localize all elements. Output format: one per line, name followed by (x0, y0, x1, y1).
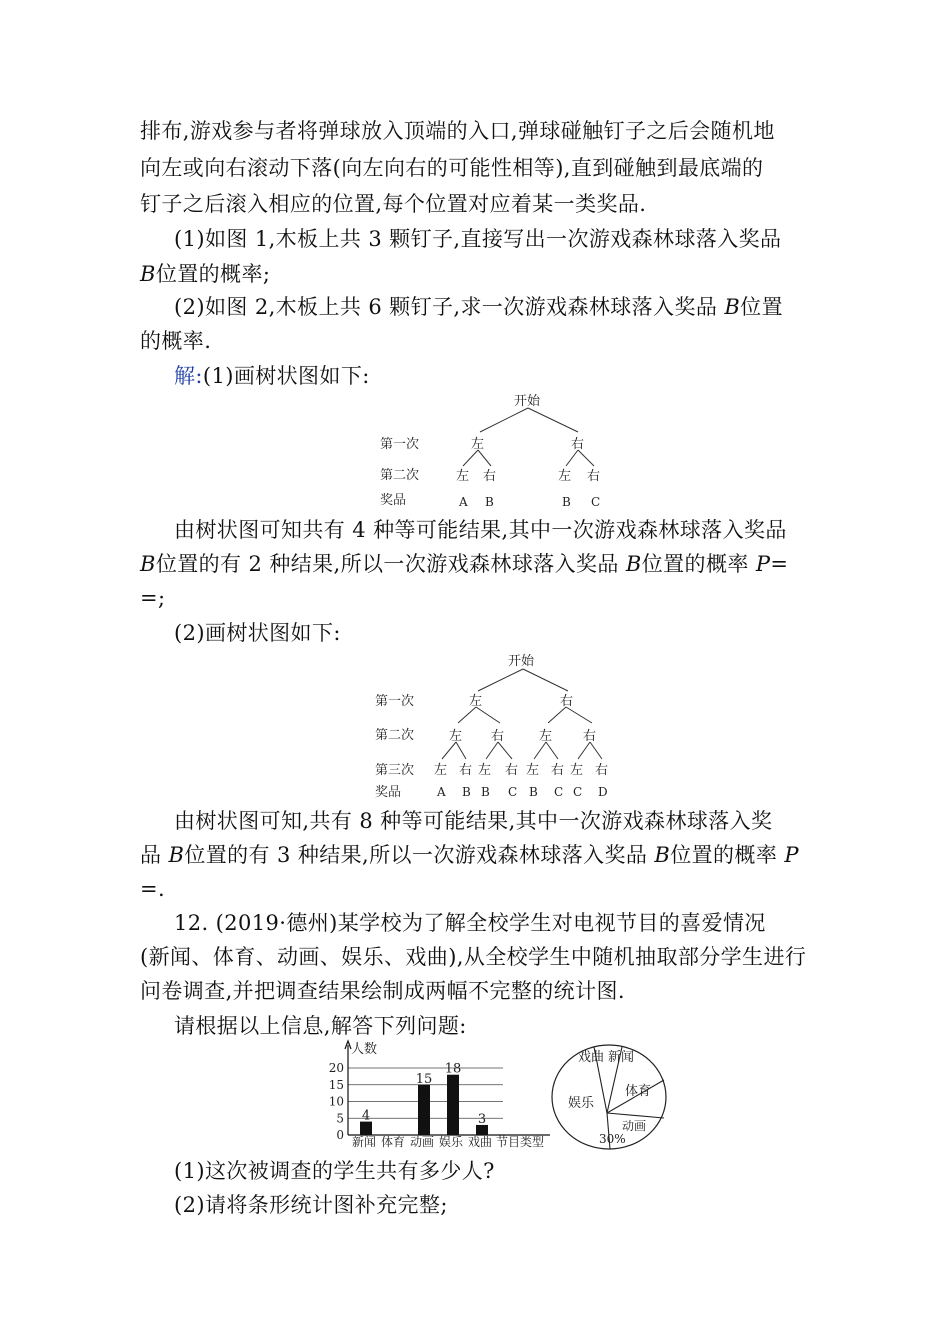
row-label: 奖品 (375, 785, 402, 800)
text-line (140, 840, 799, 870)
tree-node: 右 (491, 729, 505, 744)
row-label: 第二次 (380, 468, 420, 483)
tree-node: 左 (558, 469, 572, 484)
text-line: (新闻、体育、动画、娱乐、戏曲),从全校学生中随机抽取部分学生进行 (140, 945, 807, 969)
y-tick-label: 5 (336, 1111, 344, 1126)
sub-question-2: (2)请将条形统计图补充完整; (174, 1193, 448, 1217)
var-b: B (168, 843, 185, 867)
row-label: 第三次 (375, 763, 415, 778)
tree-diagram-1 (370, 388, 630, 512)
text-line: 问卷调查,并把调查结果绘制成两幅不完整的统计图. (140, 979, 625, 1003)
row-label: 奖品 (380, 493, 407, 508)
tree-node: 右 (551, 763, 565, 778)
pie-label: 动画 (622, 1119, 647, 1133)
row-label: 第一次 (380, 437, 420, 452)
tree-root: 开始 (508, 654, 535, 669)
text-line: =; (140, 586, 166, 610)
bar (447, 1075, 459, 1135)
y-tick-label: 10 (328, 1094, 344, 1109)
var-p: P (755, 552, 771, 576)
prize-label: A (459, 495, 468, 509)
text-line: =. (140, 877, 166, 901)
text-line (140, 259, 270, 289)
solution-heading (174, 361, 370, 391)
tree-root: 开始 (514, 394, 541, 409)
text-line: 排布,游戏参与者将弹球放入顶端的入口,弹球碰触钉子之后会随机地 (140, 119, 775, 143)
tree-node: 右 (459, 763, 473, 778)
text-line: 钉子之后滚入相应的位置,每个位置对应着某一类奖品. (140, 192, 647, 216)
tree-node: 左 (469, 694, 483, 709)
pie-label: 新闻 (608, 1050, 635, 1065)
tree-node: 右 (571, 437, 585, 452)
text-span: 位置 (740, 295, 783, 319)
prize-label: A (437, 785, 446, 799)
prize-label: C (554, 785, 564, 799)
var-b: B (654, 843, 671, 867)
prize-label: B (462, 785, 471, 799)
tree-diagram-2 (370, 649, 640, 801)
pie-annotation: 30% (599, 1132, 626, 1146)
tree-node: 右 (595, 763, 609, 778)
text-span: 位置的概率 (670, 843, 785, 867)
prize-label: B (485, 495, 494, 509)
text-line: 的概率. (140, 329, 212, 353)
tree-node: 左 (539, 729, 553, 744)
tree-node: 右 (560, 694, 574, 709)
prize-label: B (481, 785, 490, 799)
y-tick-label: 15 (328, 1077, 344, 1092)
bar (360, 1122, 372, 1135)
text-span: (2)如图 2,木板上共 6 颗钉子,求一次游戏森林球落入奖品 (174, 295, 725, 319)
row-label: 第二次 (375, 728, 415, 743)
sub-question-1: (1)这次被调查的学生共有多少人? (174, 1159, 495, 1183)
var-b: B (140, 552, 156, 576)
tree-node: 左 (456, 469, 470, 484)
prize-label: B (562, 495, 571, 509)
tree-node: 左 (471, 437, 485, 452)
tree-node: 左 (570, 763, 584, 778)
bar-value-label: 3 (477, 1111, 487, 1127)
x-tick-label: 戏曲 (468, 1135, 493, 1149)
x-tick-label: 体育 (381, 1135, 406, 1149)
var-b: B (625, 552, 642, 576)
pie-chart (548, 1040, 672, 1154)
x-tick-label: 新闻 (352, 1135, 377, 1149)
x-tick-label: 娱乐 (439, 1135, 464, 1149)
var-b: B (140, 262, 156, 286)
y-tick-label: 20 (328, 1061, 344, 1075)
y-tick-label: 0 (336, 1128, 344, 1142)
text-line: 由树状图可知,共有 8 种等可能结果,其中一次游戏森林球落入奖 (174, 809, 773, 833)
text-span: 位置的有 3 种结果,所以一次游戏森林球落入奖品 (184, 843, 655, 867)
tree-node: 左 (449, 729, 463, 744)
tree-node: 左 (526, 763, 540, 778)
text-span: 品 (140, 843, 169, 867)
text-span: 位置的概率 (641, 552, 756, 576)
text-line: 请根据以上信息,解答下列问题: (174, 1014, 467, 1038)
text-line: 由树状图可知共有 4 种等可能结果,其中一次游戏森林球落入奖品 (174, 518, 787, 542)
prize-label: D (598, 785, 608, 799)
var-b: B (724, 295, 741, 319)
prize-label: C (508, 785, 518, 799)
prize-label: B (529, 785, 538, 799)
question-1-text: (1)如图 1,木板上共 3 颗钉子,直接写出一次游戏森林球落入奖品 (174, 227, 782, 251)
bar (418, 1085, 430, 1135)
text-span: 位置的有 2 种结果,所以一次游戏森林球落入奖品 (155, 552, 626, 576)
x-axis-label: 节目类型 (496, 1135, 545, 1149)
text-line: 向左或向右滚动下落(向左向右的可能性相等),直到碰触到最底端的 (140, 156, 764, 180)
tree-node: 右 (583, 729, 597, 744)
bar-value-label: 15 (415, 1071, 433, 1087)
prize-label: C (591, 495, 601, 509)
tree-node: 右 (505, 763, 519, 778)
row-label: 第一次 (375, 694, 415, 709)
pie-label: 体育 (625, 1084, 652, 1099)
text-line (140, 549, 788, 579)
pie-label: 娱乐 (568, 1096, 595, 1111)
bar-value-label: 4 (361, 1108, 371, 1124)
tree-node: 右 (587, 469, 601, 484)
text-line: (2)画树状图如下: (174, 621, 341, 645)
pie-label: 戏曲 (578, 1050, 605, 1065)
text-span: (1)画树状图如下: (202, 364, 370, 388)
tree-node: 左 (434, 763, 448, 778)
tree-node: 左 (478, 763, 492, 778)
y-axis-label: 人数 (351, 1042, 378, 1057)
text-span: 位置的概率; (155, 262, 271, 286)
bar-chart (318, 1035, 558, 1150)
question-2-text (174, 292, 783, 322)
tree-node: 右 (483, 469, 497, 484)
var-p: P (784, 843, 799, 867)
bar-value-label: 18 (444, 1061, 462, 1077)
text-span: = (770, 552, 789, 576)
solution-label: 解: (174, 364, 203, 388)
x-tick-label: 动画 (410, 1135, 435, 1149)
question-12-text: 12. (2019·德州)某学校为了解全校学生对电视节目的喜爱情况 (174, 911, 766, 935)
prize-label: C (573, 785, 583, 799)
